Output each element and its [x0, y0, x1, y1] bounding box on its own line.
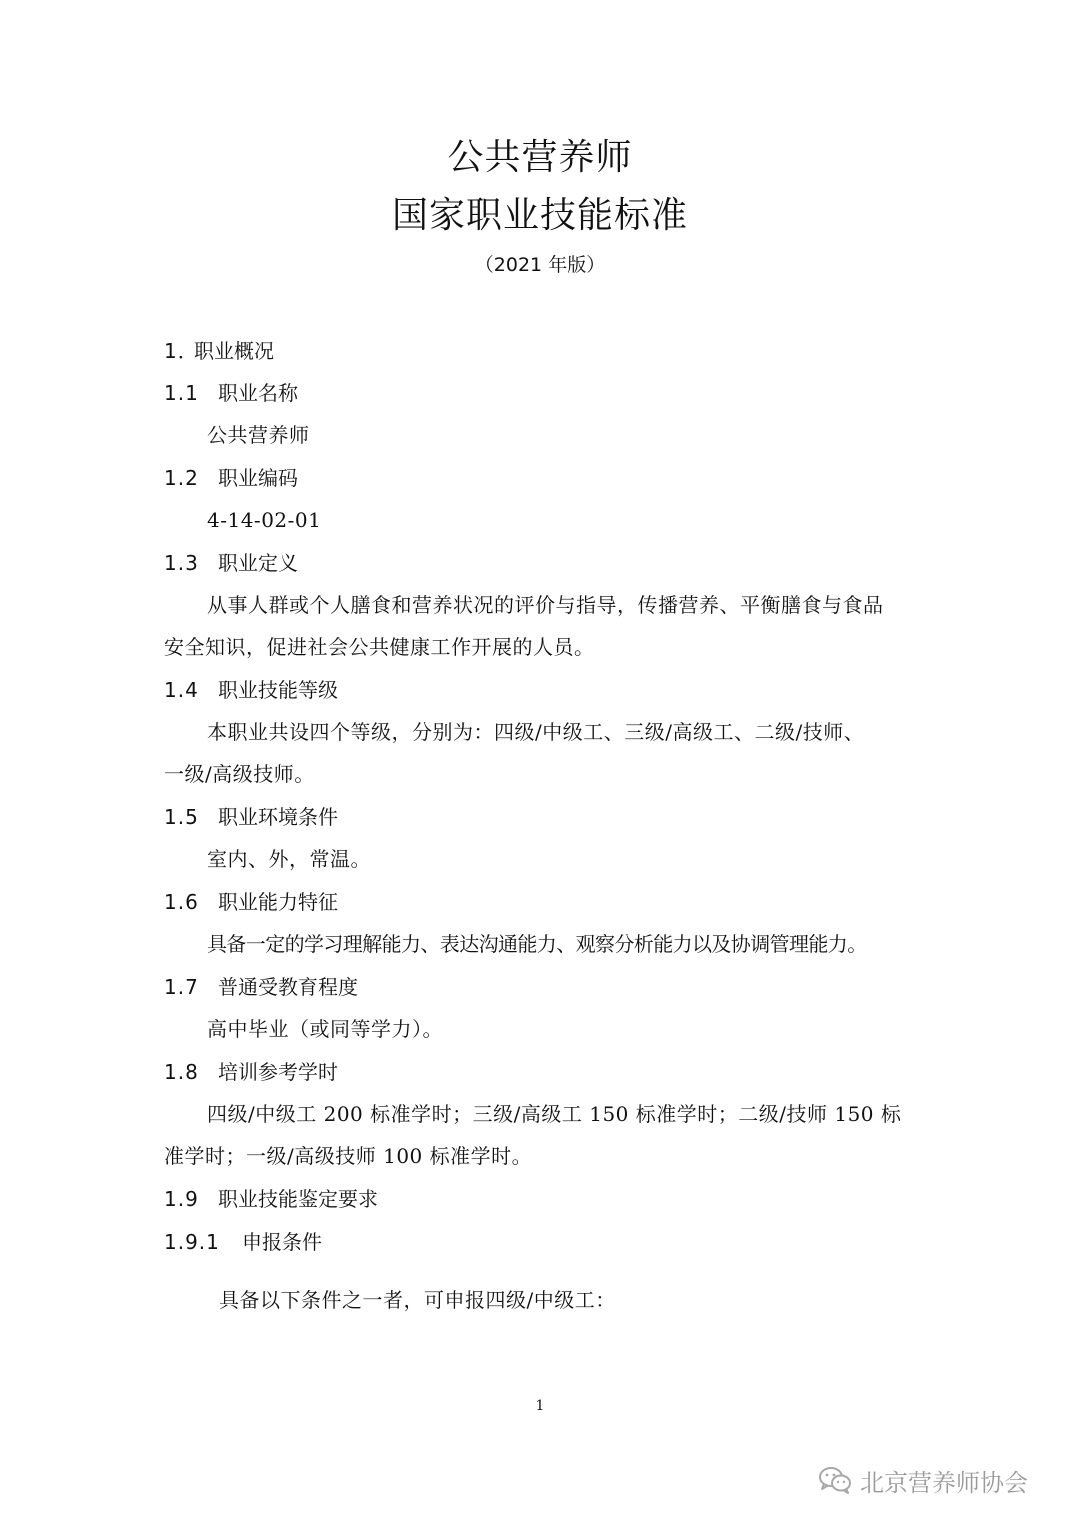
section-title: 职业环境条件	[218, 805, 338, 829]
section-number: 1.9	[164, 1187, 199, 1211]
section-number: 1.1	[164, 381, 199, 405]
section-body-1-3	[164, 584, 924, 668]
document-title: 公共营养师	[447, 137, 633, 178]
section-number: 1.8	[164, 1060, 199, 1084]
section-title: 职业技能等级	[218, 678, 338, 702]
section-title: 职业能力特征	[218, 890, 338, 914]
section-heading-1-5	[164, 803, 338, 831]
section-number: 1.5	[164, 805, 199, 829]
section-number: 1.9.1	[164, 1230, 220, 1254]
body-line: 本职业共设四个等级，分别为：四级/中级工、三级/高级工、二级/技师、	[207, 720, 865, 744]
watermark	[818, 1460, 1028, 1500]
section-heading-1-6	[164, 888, 338, 916]
section-heading-1-7	[164, 973, 358, 1001]
section-heading-1-9-1	[164, 1228, 322, 1256]
section-number: 1.7	[164, 975, 199, 999]
body-line: 安全知识，促进社会公共健康工作开展的人员。	[164, 635, 595, 659]
body-line: 一级/高级技师。	[164, 762, 315, 786]
section-title: 职业技能鉴定要求	[218, 1187, 378, 1211]
body-line: 从事人群或个人膳食和营养状况的评价与指导，传播营养、平衡膳食与食品	[207, 593, 884, 617]
document-subtitle: 国家职业技能标准	[391, 195, 688, 236]
section-number: 1.6	[164, 890, 199, 914]
body-line: 具备一定的学习理解能力、表达沟通能力、观察分析能力以及协调管理能力。	[207, 932, 867, 956]
body-line: 具备以下条件之一者，可申报四级/中级工：	[219, 1288, 616, 1312]
section-body-1-7	[164, 1008, 967, 1050]
section-number: 1.3	[164, 551, 199, 575]
section-body-1-6	[164, 923, 967, 965]
section-heading-1-1	[164, 379, 298, 407]
edition-label: （2021 年版）	[474, 254, 606, 276]
body-line: 四级/中级工 200 标准学时；三级/高级工 150 标准学时；二级/技师 150 标	[207, 1102, 902, 1126]
section-title: 职业概况	[194, 339, 274, 363]
section-number: 1.2	[164, 466, 199, 490]
body-line: 准学时；一级/高级技师 100 标准学时。	[164, 1144, 533, 1168]
section-heading-1-3	[164, 549, 298, 577]
section-heading-1-9	[164, 1185, 378, 1213]
section-heading-1-4	[164, 676, 338, 704]
body-line: 4-14-02-01	[207, 508, 322, 532]
section-body-1-9-1	[164, 1279, 979, 1321]
section-title: 职业编码	[218, 466, 298, 490]
section-title: 培训参考学时	[218, 1060, 338, 1084]
section-title: 职业名称	[218, 381, 298, 405]
wechat-icon	[818, 1466, 852, 1494]
body-line: 公共营养师	[207, 423, 310, 447]
section-body-1-4	[164, 711, 924, 795]
body-line: 室内、外，常温。	[207, 847, 371, 871]
page-number: 1	[535, 1398, 545, 1414]
watermark-text: 北京营养师协会	[860, 1468, 1028, 1497]
section-heading-1	[164, 337, 274, 365]
section-title: 职业定义	[218, 551, 298, 575]
section-body-1-1	[164, 414, 967, 456]
section-body-1-8	[164, 1093, 924, 1177]
section-title: 普通受教育程度	[218, 975, 358, 999]
section-heading-1-2	[164, 464, 298, 492]
section-heading-1-8	[164, 1058, 338, 1086]
section-number: 1．	[164, 339, 199, 363]
body-line: 高中毕业（或同等学力）。	[207, 1017, 443, 1041]
section-title: 申报条件	[242, 1230, 322, 1254]
section-body-1-2	[164, 499, 967, 541]
section-number: 1.4	[164, 678, 199, 702]
section-body-1-5	[164, 838, 967, 880]
